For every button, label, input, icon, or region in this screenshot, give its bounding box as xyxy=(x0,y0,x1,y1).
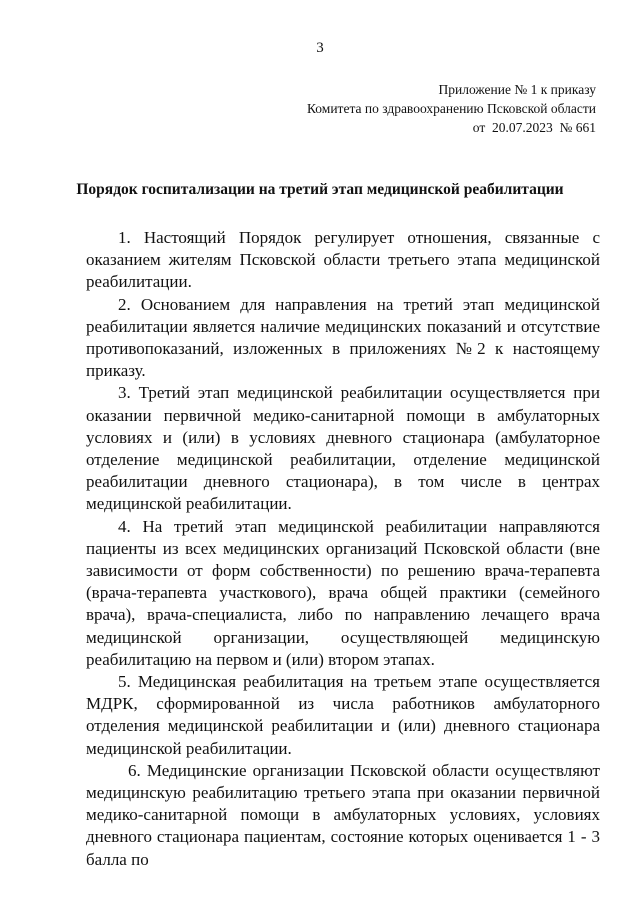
paragraph-4: 4. На третий этап медицинской реабилитации направляются пациенты из всех медицинских организаций Псковской области (вне зависимости от форм собственности) по решению врача-терапевта (врача-терапевта участкового), врача общей практики (семейного врача), врача-специалиста, либо по направлению лечащего врача медицинской организации, осуществляющей медицинскую реабилитацию на первом и (или) втором этапах. xyxy=(86,516,600,669)
appendix-header xyxy=(307,80,596,137)
paragraph-1: 1. Настоящий Порядок регулирует отношения, связанные с оказанием жителям Псковской области третьего этапа медицинской реабилитации. xyxy=(86,228,600,292)
appendix-line-1: Приложение № 1 к приказу xyxy=(438,82,596,97)
document-title: Порядок госпитализации на третий этап медицинской реабилитации xyxy=(76,181,564,198)
appendix-line-2: Комитета по здравоохранению Псковской области xyxy=(306,101,596,116)
paragraph-2: 2. Основанием для направления на третий этап медицинской реабилитации является наличие медицинских показаний и отсутствие противопоказаний, изложенных в приложениях №2 к настоящему приказу. xyxy=(86,294,600,381)
paragraph-3: 3. Третий этап медицинской реабилитации осуществляется при оказании первичной медико-санитарной помощи в амбулаторных условиях и (или) в условиях дневного стационара (амбулаторное отделение медицинской реабилитации, отделение медицинской реабилитации дневного стационара), в том числе в центрах медицинской реабилитации. xyxy=(86,383,600,514)
appendix-line-3: от 20.07.2023 № 661 xyxy=(472,120,596,135)
paragraph-6: 6. Медицинские организации Псковской области осуществляют медицинскую реабилитацию третьего этапа при оказании первичной медико-санитарной помощи в амбулаторных условиях, условиях дневного стационара пациентам, состояние которых оценивается 1 - 3 балла по xyxy=(86,760,600,869)
document-body xyxy=(86,227,600,871)
paragraph-5: 5. Медицинская реабилитация на третьем этапе осуществляется МДРК, сформированной из числа работников амбулаторного отделения медицинской реабилитации и (или) дневного стационара медицинской реабилитации. xyxy=(86,672,600,758)
page-number: 3 xyxy=(316,40,324,56)
